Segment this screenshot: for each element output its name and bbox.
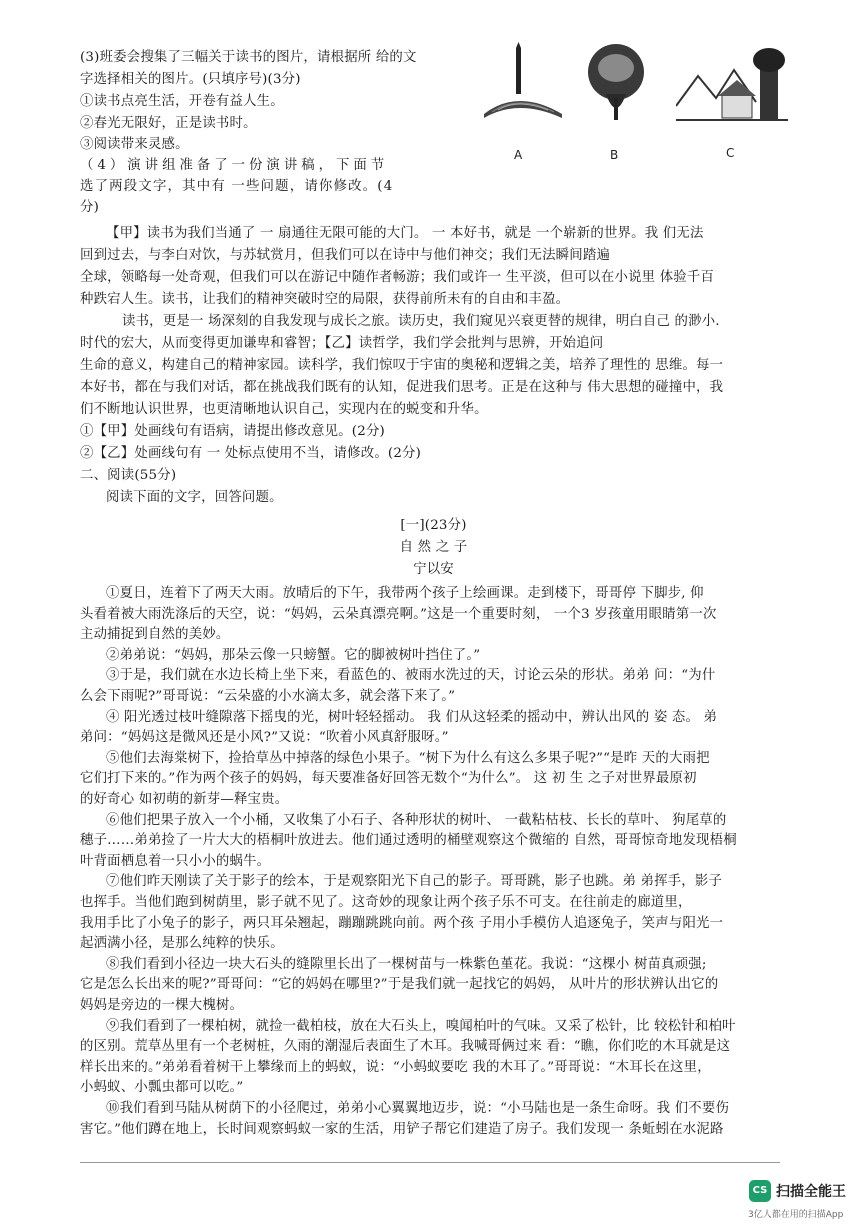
text-line: 小蚂蚁、小瓢虫都可以吃。” xyxy=(80,1080,244,1096)
bottom-divider xyxy=(80,1162,780,1163)
text-line: 的区别。荒草丛里有一个老树桩，久雨的潮湿后表面生了木耳。我喊哥俩过来 看：“瞧，你们吃的木耳就是这 xyxy=(80,1039,731,1055)
text-line: 么会下雨呢?”哥哥说：“云朵盛的小水滴太多，就会落下来了。” xyxy=(80,689,456,704)
figure-b-label: B xyxy=(610,148,619,162)
text-line: 害它。”他们蹲在地上，长时间观察蚂蚁一家的生活，用铲子帮它们建造了房子。我们发现一 条蚯蚓在水泥路 xyxy=(80,1121,724,1137)
text-line: ②弟弟说：“妈妈，那朵云像一只螃蟹。它的脚被树叶挡住了。” xyxy=(106,647,481,663)
text-line: ①夏日，连着下了两天大雨。放晴后的下午，我带两个孩子上绘画课。走到楼下，哥哥停 下脚步, 仰 xyxy=(106,586,704,601)
text-line: ③于是，我们就在水边长椅上坐下来，看蓝色的、被雨水洗过的天，讨论云朵的形状。弟弟 问：“为什 xyxy=(106,668,716,684)
figure-a-label: A xyxy=(514,148,523,162)
text-line: 妈妈是旁边的一棵大槐树。 xyxy=(80,998,244,1013)
text-line: 它是怎么长出来的呢?”哥哥问：“它的妈妈在哪里?”于是我们就一起找它的妈妈， 从叶片的形状辨认出它的 xyxy=(80,977,719,993)
text-line: 穗子……弟弟捡了一片大大的梧桐叶放进去。他们通过透明的桶壁观察这个微缩的 自然，哥哥惊奇地发现梧桐 xyxy=(80,833,737,849)
text-line: (3)班委会搜集了三幅关于读书的图片，请根据所 给的文 xyxy=(80,50,417,65)
text-line: ①【甲】处画线句有语病，请提出修改意见。(2分) xyxy=(80,424,385,439)
scanner-logo-icon: CS xyxy=(749,1180,771,1202)
text-line: ②【乙】处画线句有 一 处标点使用不当，请修改。(2分) xyxy=(80,446,422,461)
text-line: 它们打下来的。”作为两个孩子的妈妈，每天要准备好回答无数个“为什么”。 这 初 生 之子对世界最原初 xyxy=(80,771,697,787)
scanner-brand-tagline: 3亿人都在用的扫描App xyxy=(748,1210,844,1220)
text-line: ①读书点亮生活，开卷有益人生。 xyxy=(80,94,284,109)
text-line: 也挥手。当他们跑到树荫里，影子就不见了。这奇妙的现象让两个孩子乐不可支。在往前走的廊道里， xyxy=(80,895,692,910)
figure-b-image xyxy=(584,42,648,124)
text-line: 种跌宕人生。读书，让我们的精神突破时空的局限，获得前所未有的自由和丰盈。 xyxy=(80,292,570,307)
figure-c-label: C xyxy=(726,146,735,160)
text-line: 我用手比了小兔子的影子，两只耳朵翘起，蹦蹦跳跳向前。两个孩 子用小手模仿人追逐兔子，笑声与阳光一 xyxy=(80,915,724,931)
text-line: 生命的意义，构建自己的精神家园。读科学，我们惊叹于宇宙的奥秘和逻辑之美，培养了理性的 思维。每一 xyxy=(80,358,724,373)
text-line: 【甲】读书为我们当通了 一 扇通往无限可能的大门。 一 本好书，就是 一个崭新的世界。我 们无法 xyxy=(106,226,704,241)
text-line: 起洒满小径，是那么纯粹的快乐。 xyxy=(80,936,284,952)
text-line: ④ 阳光透过枝叶缝隙落下摇曳的光，树叶轻轻摇动。 我 们从这轻柔的摇动中，辨认出风的 姿 态。 弟 xyxy=(106,709,718,725)
scanner-brand-name: 扫描全能王 xyxy=(776,1184,846,1200)
text-line: 回到过去，与李白对饮，与苏轼赏月，但我们可以在诗中与他们神交；我们无法瞬间踏遍 xyxy=(80,248,611,263)
text-line: ⑧我们看到小径边一块大石头的缝隙里长出了一棵树苗与一株紫色堇花。我说：“这棵小 树苗真顽强; xyxy=(106,956,707,972)
text-line: 的好奇心 如初萌的新芽—释宝贵。 xyxy=(80,792,289,807)
part-heading: [一](23分) xyxy=(400,518,467,533)
figure-c-image xyxy=(676,46,788,126)
text-line: （4）演讲组准备了一份演讲稿，下面节 xyxy=(80,158,389,173)
text-line: 弟问：“妈妈这是微风还是小风?”又说：“吹着小风真舒服呀。” xyxy=(80,730,449,746)
text-line: 时代的宏大，从而变得更加谦卑和睿智；【乙】读哲学，我们学会批判与思辨，开始追问 xyxy=(80,336,604,351)
article-author: 宁以安 xyxy=(413,562,454,577)
text-line: 头看着被大雨洗涤后的天空，说：“妈妈，云朵真漂亮啊。”这是一个重要时刻， 一个3 岁孩童用眼睛第一次 xyxy=(80,606,717,622)
text-line: 字选择相关的图片。(只填序号)(3分) xyxy=(80,72,301,87)
text-line: ②春光无限好，正是读书时。 xyxy=(80,116,257,131)
section-heading: 二、阅读(55分) xyxy=(80,468,177,483)
text-line: ⑨我们看到了一棵柏树，就捡一截柏枝，放在大石头上，嗅闻柏叶的气味。又采了松针，比 较松针和柏叶 xyxy=(106,1018,736,1034)
figure-a-image xyxy=(478,42,568,122)
text-line: 阅读下面的文字，回答问题。 xyxy=(106,490,283,505)
text-line: 分) xyxy=(80,200,100,215)
text-line: ⑤他们去海棠树下，捡拾草丛中掉落的绿色小果子。“树下为什么有这么多果子呢?”“是昨 天的大雨把 xyxy=(106,750,710,766)
article-title: 自 然 之 子 xyxy=(399,540,468,555)
text-line: ⑩我们看到马陆从树荫下的小径爬过，弟弟小心翼翼地迈步，说：“小马陆也是一条生命呀。我 们不要伤 xyxy=(106,1101,730,1116)
text-line: 样长出来的。”弟弟看着树干上攀缘而上的蚂蚁，说：“小蚂蚁要吃 我的木耳了。”哥哥说：“木耳长在这里， xyxy=(80,1059,711,1075)
text-line: ⑦他们昨天刚读了关于影子的绘本，于是观察阳光下自己的影子。哥哥跳，影子也跳。弟 弟挥手，影子 xyxy=(106,874,723,890)
text-line: 主动捕捉到自然的美妙。 xyxy=(80,627,230,643)
text-line: 叶背面栖息着一只小小的蜗牛。 xyxy=(80,853,271,869)
text-line: 们不断地认识世界，也更清晰地认识自己，实现内在的蜕变和升华。 xyxy=(80,402,488,417)
text-line: 读书，更是一 场深刻的自我发现与成长之旅。读历史，我们窥见兴衰更替的规律，明白自己 的渺小. xyxy=(122,314,720,329)
text-line: 全球，领略每一处奇观，但我们可以在游记中随作者畅游；我们或许一 生平淡，但可以在小说里 体验千百 xyxy=(80,270,715,285)
text-line: ③阅读带来灵感。 xyxy=(80,137,189,152)
text-line: 本好书，都在与我们对话，都在挑战我们既有的认知，促进我们思考。正是在这种与 伟大思想的碰撞中，我 xyxy=(80,380,724,395)
text-line: ⑥他们把果子放入一个小桶，又收集了小石子、各种形状的树叶、 一截粘枯枝、长长的草叶、 狗尾草的 xyxy=(106,812,727,828)
text-line: 选了两段文字，其中有 一些问题，请你修改。(4 xyxy=(80,179,394,194)
